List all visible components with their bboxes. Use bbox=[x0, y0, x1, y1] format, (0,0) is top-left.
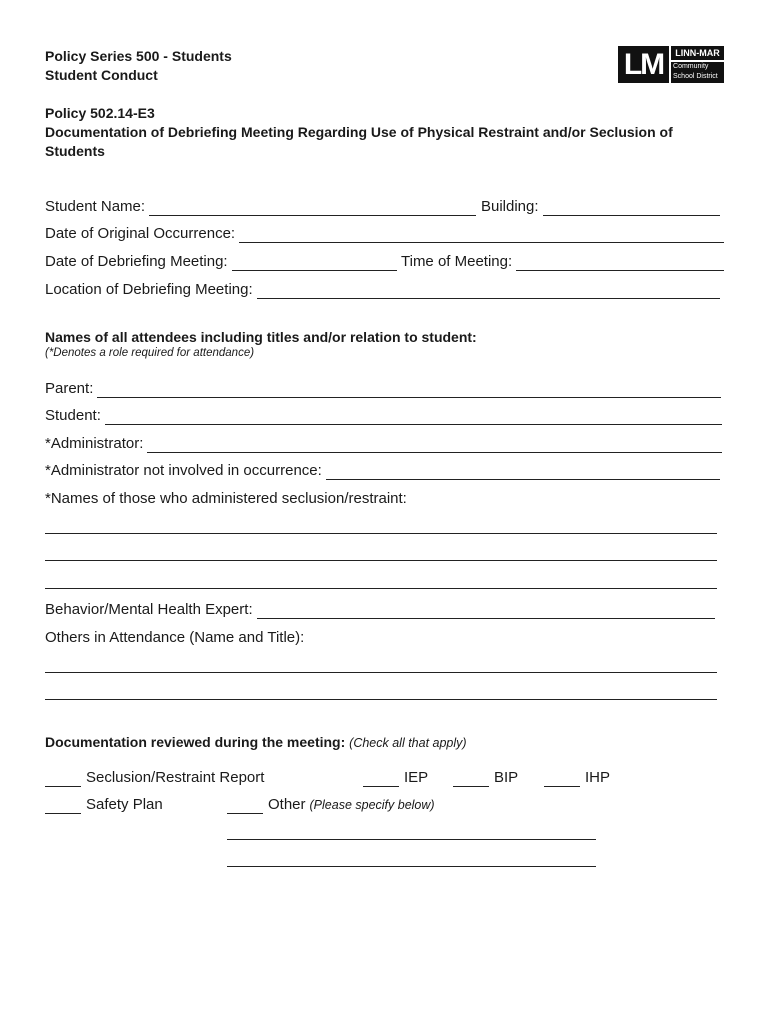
administered-by-field bbox=[45, 490, 407, 508]
checkbox-bip[interactable] bbox=[453, 769, 518, 787]
logo-initials: LM bbox=[618, 46, 669, 83]
building-field[interactable] bbox=[481, 198, 720, 216]
documentation-heading-note: (Check all that apply) bbox=[349, 736, 467, 750]
checkbox-other[interactable] bbox=[227, 796, 435, 814]
checkbox-iep[interactable] bbox=[363, 769, 428, 787]
admin-not-involved-field[interactable] bbox=[45, 462, 720, 480]
other-note: (Please specify below) bbox=[309, 798, 435, 812]
location-line[interactable] bbox=[257, 284, 720, 299]
location-field[interactable] bbox=[45, 281, 720, 299]
administrator-label: *Administrator: bbox=[45, 435, 144, 452]
date-original-label: Date of Original Occurrence: bbox=[45, 225, 236, 242]
policy-number: Policy 502.14-E3 bbox=[45, 105, 155, 121]
student-line[interactable] bbox=[105, 410, 722, 425]
time-meeting-field[interactable] bbox=[401, 253, 724, 271]
student-name-field[interactable] bbox=[45, 198, 476, 216]
checkbox-ihp[interactable] bbox=[544, 769, 610, 787]
other-label: Other bbox=[268, 796, 306, 813]
report-blank[interactable] bbox=[45, 772, 81, 787]
checkbox-report[interactable] bbox=[45, 769, 264, 787]
expert-line[interactable] bbox=[257, 604, 715, 619]
other-blank[interactable] bbox=[227, 799, 263, 814]
ihp-label: IHP bbox=[585, 769, 611, 786]
attendees-heading: Names of all attendees including titles and/or relation to student: bbox=[45, 329, 477, 345]
safety-plan-blank[interactable] bbox=[45, 799, 81, 814]
administered-by-line-1[interactable] bbox=[45, 533, 717, 534]
student-label: Student: bbox=[45, 407, 101, 424]
administered-by-label: *Names of those who administered seclusion/restraint: bbox=[45, 490, 407, 507]
checkbox-safety-plan[interactable] bbox=[45, 796, 163, 814]
time-meeting-label: Time of Meeting: bbox=[401, 253, 513, 270]
parent-field[interactable] bbox=[45, 380, 721, 398]
student-field[interactable] bbox=[45, 407, 722, 425]
date-original-line[interactable] bbox=[239, 228, 724, 243]
expert-field[interactable] bbox=[45, 601, 715, 619]
safety-plan-label: Safety Plan bbox=[86, 796, 163, 813]
policy-series: Policy Series 500 - Students bbox=[45, 48, 232, 64]
bip-label: BIP bbox=[494, 769, 519, 786]
administered-by-line-2[interactable] bbox=[45, 560, 717, 561]
logo-name-mid: Community bbox=[673, 63, 709, 70]
building-line[interactable] bbox=[543, 201, 720, 216]
student-name-line[interactable] bbox=[149, 201, 476, 216]
administrator-field[interactable] bbox=[45, 435, 722, 453]
date-original-field[interactable] bbox=[45, 225, 724, 243]
form-title: Documentation of Debriefing Meeting Regarding Use of Physical Restraint and/or Seclusion of Students bbox=[45, 124, 673, 159]
logo-text bbox=[671, 46, 724, 83]
attendees-note: (*Denotes a role required for attendance) bbox=[45, 347, 255, 359]
admin-not-involved-label: *Administrator not involved in occurrence: bbox=[45, 462, 322, 479]
ihp-blank[interactable] bbox=[544, 772, 580, 787]
building-label: Building: bbox=[481, 198, 539, 215]
policy-subject: Student Conduct bbox=[45, 67, 158, 83]
documentation-heading bbox=[45, 733, 467, 752]
date-debrief-line[interactable] bbox=[232, 256, 397, 271]
logo-name-top: LINN-MAR bbox=[671, 46, 724, 60]
others-line-1[interactable] bbox=[45, 672, 717, 673]
parent-label: Parent: bbox=[45, 380, 94, 397]
iep-label: IEP bbox=[404, 769, 429, 786]
student-name-label: Student Name: bbox=[45, 198, 146, 215]
other-specify-line-1[interactable] bbox=[227, 839, 596, 840]
iep-blank[interactable] bbox=[363, 772, 399, 787]
time-meeting-line[interactable] bbox=[516, 256, 724, 271]
report-label: Seclusion/Restraint Report bbox=[86, 769, 265, 786]
documentation-heading-text: Documentation reviewed during the meeting: bbox=[45, 734, 346, 750]
location-label: Location of Debriefing Meeting: bbox=[45, 281, 253, 298]
others-line-2[interactable] bbox=[45, 699, 717, 700]
expert-label: Behavior/Mental Health Expert: bbox=[45, 601, 253, 618]
logo-name-bottom bbox=[671, 62, 724, 83]
date-debrief-field[interactable] bbox=[45, 253, 397, 271]
date-debrief-label: Date of Debriefing Meeting: bbox=[45, 253, 228, 270]
others-label: Others in Attendance (Name and Title): bbox=[45, 629, 305, 646]
others-field bbox=[45, 629, 304, 647]
admin-not-involved-line[interactable] bbox=[326, 465, 720, 480]
district-logo bbox=[618, 46, 724, 83]
administered-by-line-3[interactable] bbox=[45, 588, 717, 589]
parent-line[interactable] bbox=[97, 383, 721, 398]
logo-name-district: School District bbox=[673, 73, 718, 80]
bip-blank[interactable] bbox=[453, 772, 489, 787]
administrator-line[interactable] bbox=[147, 438, 722, 453]
other-specify-line-2[interactable] bbox=[227, 866, 596, 867]
